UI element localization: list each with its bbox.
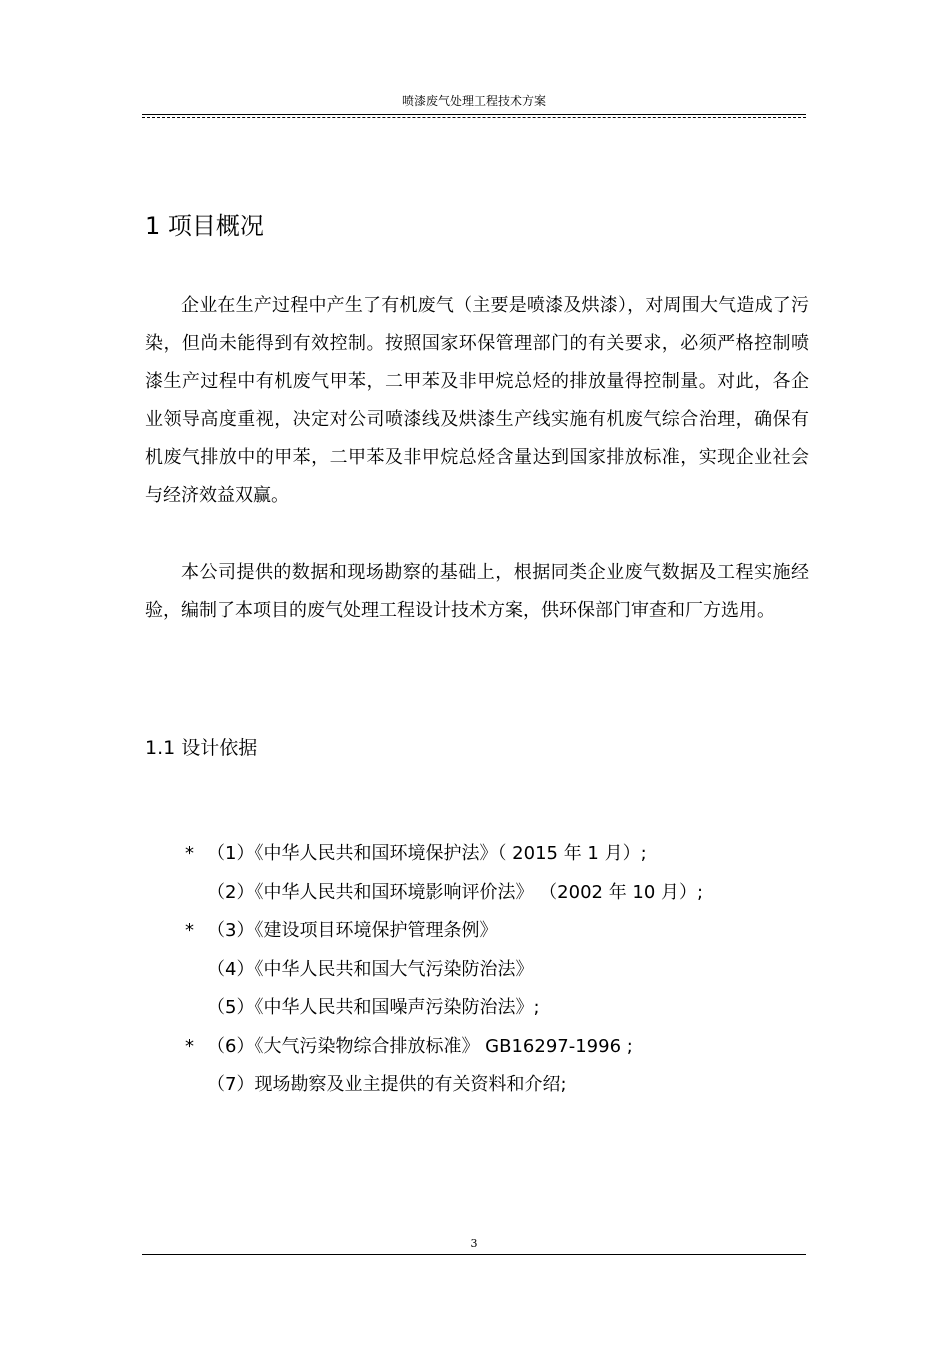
reference-item bbox=[185, 835, 815, 874]
reference-item bbox=[185, 951, 815, 990]
reference-text: （2）《中华人民共和国环境影响评价法》 （2002 年 10 月）; bbox=[207, 881, 704, 903]
running-header: 喷漆废气处理工程技术方案 bbox=[401, 94, 546, 108]
reference-text: （6）《大气污染物综合排放标准》 GB16297-1996 ; bbox=[207, 1035, 633, 1057]
design-basis-list bbox=[185, 835, 815, 1105]
reference-text: （5）《中华人民共和国噪声污染防治法》; bbox=[207, 997, 540, 1018]
company-paragraph: 本公司提供的数据和现场勘察的基础上，根据同类企业废气数据及工程实施经验，编制了本项目的废气处理工程设计技术方案，供环保部门审查和厂方选用。 bbox=[145, 562, 809, 621]
reference-text: （3）《建设项目环境保护管理条例》 bbox=[207, 920, 498, 941]
intro-paragraph: 企业在生产过程中产生了有机废气（主要是喷漆及烘漆），对周围大气造成了污染，但尚未能得到有效控制。按照国家环保管理部门的有关要求，必须严格控制喷漆生产过程中有机废气甲苯，二甲苯及非甲烷总烃的排放量得控制量。对此，各企业领导高度重视，决定对公司喷漆线及烘漆生产线实施有机废气综合治理，确保有机废气排放中的甲苯，二甲苯及非甲烷总烃含量达到国家排放标准，实现企业社会与经济效益双赢。 bbox=[145, 295, 809, 506]
footer-divider bbox=[142, 1254, 806, 1255]
section-title: 1 项目概况 bbox=[145, 212, 264, 240]
reference-item bbox=[185, 912, 815, 951]
reference-item bbox=[185, 1066, 815, 1105]
reference-text: （4）《中华人民共和国大气污染防治法》 bbox=[207, 958, 534, 980]
reference-marker: * bbox=[185, 843, 194, 864]
reference-item bbox=[185, 989, 815, 1028]
reference-item bbox=[185, 874, 815, 913]
reference-marker: * bbox=[185, 920, 194, 941]
page-number: 3 bbox=[470, 1237, 478, 1250]
reference-text: （7）现场勘察及业主提供的有关资料和介绍; bbox=[207, 1074, 567, 1095]
reference-text: （1）《中华人民共和国环境保护法》（ 2015 年 1 月）; bbox=[207, 843, 647, 864]
reference-marker: * bbox=[185, 1035, 194, 1057]
header-divider bbox=[142, 114, 806, 118]
subsection-title: 1.1 设计依据 bbox=[145, 737, 258, 759]
reference-item bbox=[185, 1028, 815, 1067]
